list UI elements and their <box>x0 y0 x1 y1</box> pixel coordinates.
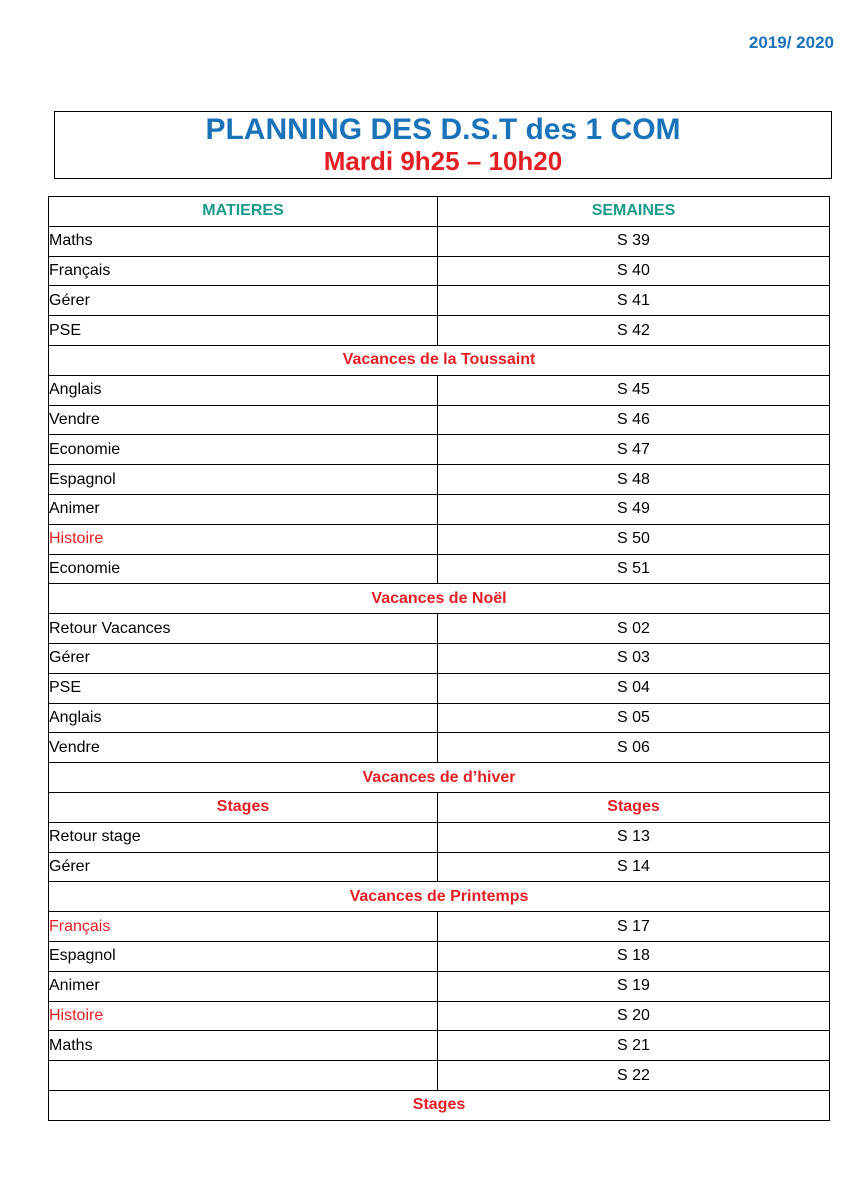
table-row <box>49 822 830 852</box>
subject-cell: Français <box>49 912 438 942</box>
subject-cell: Gérer <box>49 286 438 316</box>
week-cell: S 46 <box>438 405 830 435</box>
page-subtitle-schedule: Mardi 9h25 – 10h20 <box>323 146 563 176</box>
week-cell: S 42 <box>438 316 830 346</box>
subject-cell: PSE <box>49 316 438 346</box>
subject-cell: Vendre <box>49 733 438 763</box>
week-cell: S 02 <box>438 614 830 644</box>
table-separator-row <box>49 584 830 614</box>
period-label: Vacances de Noël <box>49 584 830 614</box>
stage-subject-cell: Stages <box>49 792 438 822</box>
subject-cell: Histoire <box>49 1001 438 1031</box>
table-separator-row <box>49 345 830 375</box>
subject-cell: PSE <box>49 673 438 703</box>
table-row <box>49 673 830 703</box>
table-row <box>49 941 830 971</box>
week-cell: S 04 <box>438 673 830 703</box>
week-cell: S 51 <box>438 554 830 584</box>
table-row <box>49 1061 830 1091</box>
table-separator-row <box>49 882 830 912</box>
table-row <box>49 375 830 405</box>
page-title: PLANNING DES D.S.T des 1 COM <box>205 113 681 146</box>
table-row <box>49 971 830 1001</box>
week-cell: S 22 <box>438 1061 830 1091</box>
table-stage-row <box>49 792 830 822</box>
subject-cell: Gérer <box>49 643 438 673</box>
subject-cell: Anglais <box>49 703 438 733</box>
column-header-matieres: MATIERES <box>49 197 438 227</box>
week-cell: S 39 <box>438 226 830 256</box>
subject-cell: Vendre <box>49 405 438 435</box>
table-row <box>49 524 830 554</box>
week-cell: S 06 <box>438 733 830 763</box>
table-row <box>49 316 830 346</box>
table-row <box>49 226 830 256</box>
week-cell: S 50 <box>438 524 830 554</box>
subject-cell <box>49 1061 438 1091</box>
table-body <box>49 226 830 1120</box>
table-row <box>49 286 830 316</box>
table-row <box>49 1031 830 1061</box>
table-row <box>49 465 830 495</box>
subject-cell: Maths <box>49 226 438 256</box>
period-label: Vacances de Printemps <box>49 882 830 912</box>
dst-planning-table <box>48 196 830 1121</box>
period-label: Vacances de d’hiver <box>49 763 830 793</box>
week-cell: S 17 <box>438 912 830 942</box>
week-cell: S 49 <box>438 494 830 524</box>
week-cell: S 13 <box>438 822 830 852</box>
week-cell: S 18 <box>438 941 830 971</box>
week-cell: S 03 <box>438 643 830 673</box>
table-separator-row <box>49 763 830 793</box>
stage-week-cell: Stages <box>438 792 830 822</box>
period-label: Vacances de la Toussaint <box>49 345 830 375</box>
table-row <box>49 643 830 673</box>
week-cell: S 19 <box>438 971 830 1001</box>
subject-cell: Maths <box>49 1031 438 1061</box>
table-row <box>49 554 830 584</box>
subject-cell: Histoire <box>49 524 438 554</box>
week-cell: S 05 <box>438 703 830 733</box>
table-row <box>49 405 830 435</box>
table-row <box>49 703 830 733</box>
title-box <box>54 111 832 179</box>
table-row <box>49 494 830 524</box>
subject-cell: Espagnol <box>49 941 438 971</box>
week-cell: S 41 <box>438 286 830 316</box>
subject-cell: Economie <box>49 435 438 465</box>
subject-cell: Economie <box>49 554 438 584</box>
subject-cell: Animer <box>49 971 438 1001</box>
table-separator-row <box>49 1090 830 1120</box>
table-row <box>49 256 830 286</box>
week-cell: S 20 <box>438 1001 830 1031</box>
table-row <box>49 1001 830 1031</box>
table-row <box>49 435 830 465</box>
subject-cell: Gérer <box>49 852 438 882</box>
table-row <box>49 852 830 882</box>
school-year: 2019/ 2020 <box>748 33 834 52</box>
subject-cell: Animer <box>49 494 438 524</box>
table-row <box>49 733 830 763</box>
subject-cell: Espagnol <box>49 465 438 495</box>
week-cell: S 14 <box>438 852 830 882</box>
subject-cell: Retour stage <box>49 822 438 852</box>
subject-cell: Retour Vacances <box>49 614 438 644</box>
period-label: Stages <box>49 1090 830 1120</box>
week-cell: S 45 <box>438 375 830 405</box>
table-row <box>49 614 830 644</box>
column-header-semaines: SEMAINES <box>438 197 830 227</box>
subject-cell: Anglais <box>49 375 438 405</box>
week-cell: S 40 <box>438 256 830 286</box>
week-cell: S 21 <box>438 1031 830 1061</box>
table-header-row <box>49 197 830 227</box>
table-row <box>49 912 830 942</box>
subject-cell: Français <box>49 256 438 286</box>
week-cell: S 47 <box>438 435 830 465</box>
week-cell: S 48 <box>438 465 830 495</box>
